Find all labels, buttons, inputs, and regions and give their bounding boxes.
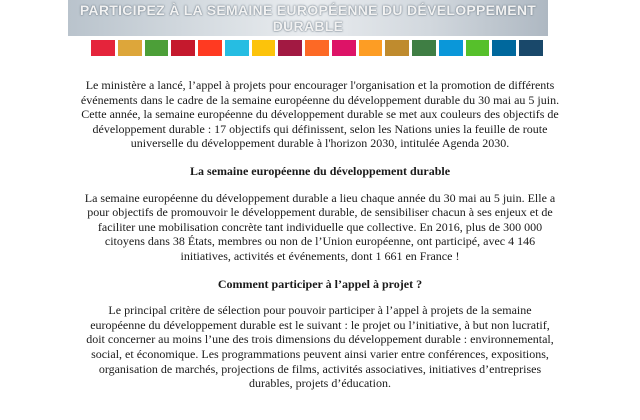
header-banner [68,0,548,36]
sdg-tile-7 [252,40,276,56]
sdg-tile-11 [359,40,383,56]
sdg-tile-13 [412,40,436,56]
sdg-tile-15 [466,40,490,56]
section-paragraph-semaine: La semaine européenne du développement durable a lieu chaque année du 30 mai au 5 juin. Elle a pour objectifs de promouvoir le développement durable, de sensibiliser chacun à ses enjeux et de faciliter une mobilisation concrète tant individuelle que collective. En 2016, plus de 300 000 citoyens dans 38 États, membres ou non de l’Union européenne, ont participé, avec 4 146 initiatives, activités et événements, dont 1 661 en France ! [84,190,556,263]
sdg-tile-12 [385,40,409,56]
section-heading-semaine: La semaine européenne du développement durable [189,163,451,178]
sdg-tile-16 [492,40,516,56]
sdg-tile-8 [278,40,302,56]
sdg-tile-3 [145,40,169,56]
sdg-tile-4 [171,40,195,56]
sdg-color-strip [91,40,543,56]
sdg-tile-2 [118,40,142,56]
sdg-tile-9 [305,40,329,56]
sdg-tile-14 [439,40,463,56]
section-paragraph-participer: Le principal critère de sélection pour pouvoir participer à l’appel à projets de la semaine européenne du développement durable est le suivant : le projet ou l’initiative, à but non lucratif, doit concerner au moins l’une des trois dimensions du développement durable : environnemental, social, et économique. Les programmations peuvent ainsi varier entre conférences, expositions, organisation de marchés, projections de films, activités associatives, initiatives d’entreprises durables, projets d’éducation. [86,303,554,391]
document-body [80,78,560,404]
sdg-tile-10 [332,40,356,56]
sdg-tile-17 [519,40,543,56]
sdg-tile-1 [91,40,115,56]
section-heading-participer: Comment participer à l’appel à projet ? [217,276,423,291]
intro-paragraph: Le ministère a lancé, l’appel à projets pour encourager l'organisation et la promotion de différents événements dans le cadre de la semaine européenne du développement durable du 30 mai au 5 juin. Cette année, la semaine européenne du développement durable se met aux couleurs des objectifs de développement durable : 17 objectifs qui définissent, selon les Nations unies la feuille de route universelle du développement durable à l'horizon 2030, intitulée Agenda 2030. [80,78,560,151]
sdg-tile-5 [198,40,222,56]
banner-title: PARTICIPEZ À LA SEMAINE EUROPÉENNE DU DÉVELOPPEMENT DURABLE [79,2,537,34]
sdg-tile-6 [225,40,249,56]
